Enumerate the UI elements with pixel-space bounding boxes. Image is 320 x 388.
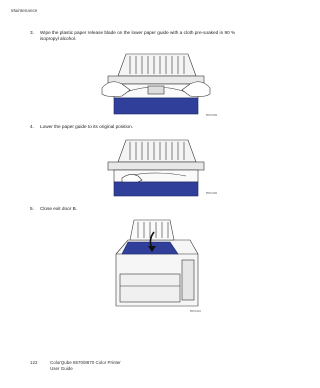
- step-number: 5.: [30, 206, 34, 211]
- figure-code: 8570-083: [206, 114, 217, 117]
- product-name: ColorQube 8570/8870 Color Printer: [50, 360, 121, 365]
- step-number: 3.: [30, 30, 34, 35]
- page-number: 122: [30, 360, 38, 365]
- figure-code: 8570-010: [190, 310, 201, 313]
- step-text: Lower the paper guide to its original position.: [40, 124, 134, 129]
- printer-lower-paper-guide-illustration: [96, 134, 216, 200]
- guide-name: User Guide: [50, 366, 73, 371]
- printer-close-exit-door-illustration: [108, 214, 204, 314]
- printer-wipe-blade-illustration: [96, 48, 216, 120]
- footer-product: [50, 360, 121, 372]
- step-text: Close exit door B.: [40, 206, 77, 211]
- step-text: Wipe the plastic paper release blade on the lower paper guide with a cloth pre-soaked in 90 % isopropyl alcohol.: [40, 30, 236, 41]
- step-number: 4.: [30, 124, 34, 129]
- section-header: Maintenance: [11, 8, 38, 13]
- figure-code: 8570-084: [206, 192, 217, 195]
